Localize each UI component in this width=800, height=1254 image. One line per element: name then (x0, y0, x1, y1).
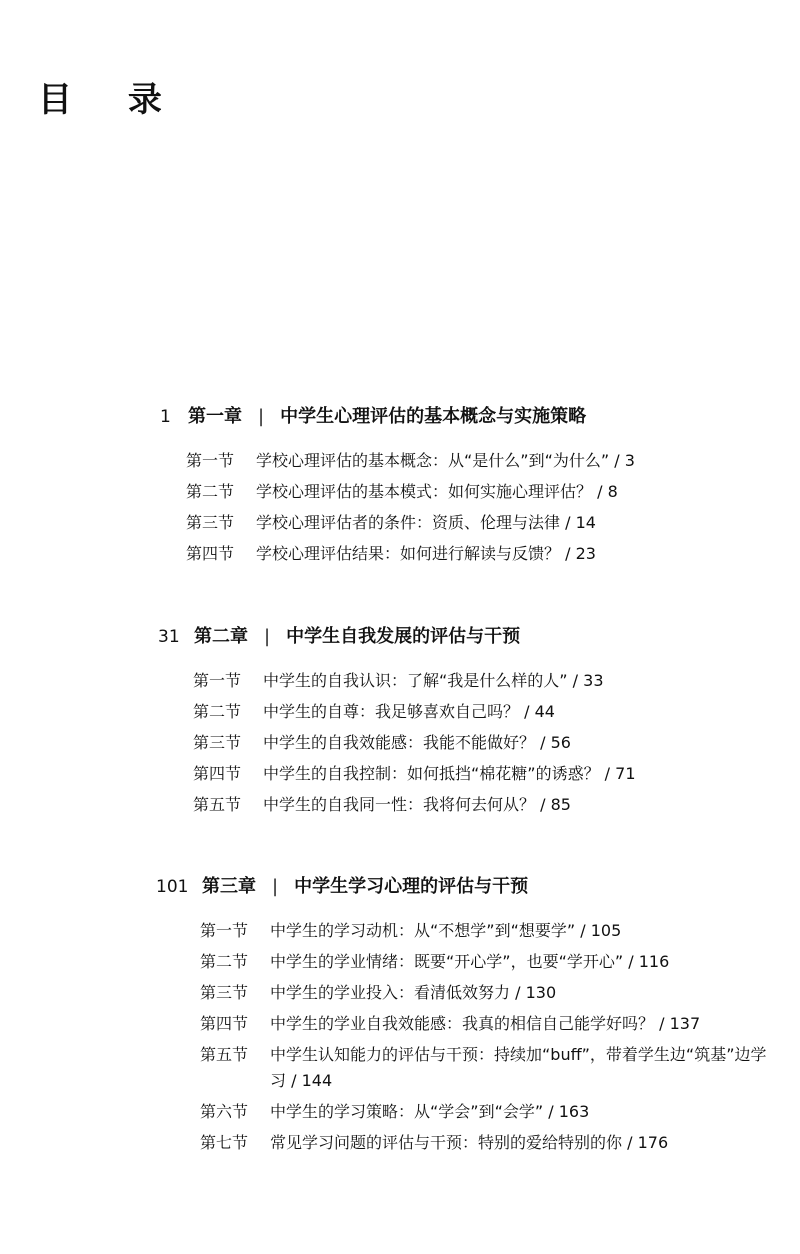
chapter-heading[interactable] (156, 872, 796, 898)
section-label: 第三节 (200, 983, 249, 1002)
toc-entry[interactable] (186, 510, 800, 536)
section-page: / 33 (567, 671, 604, 690)
chapter-title: 中学生心理评估的基本概念与实施策略 (280, 406, 587, 427)
toc-entry[interactable] (186, 448, 800, 474)
chapter-page-number: 31 (158, 627, 180, 647)
section-title: 学校心理评估的基本概念：从“是什么”到“为什么” (256, 451, 610, 470)
section-title: 中学生的自尊：我足够喜欢自己吗？ (263, 702, 520, 721)
section-label: 第三节 (193, 733, 242, 752)
chapter-separator: | (258, 406, 265, 427)
toc-entry[interactable] (200, 1011, 770, 1037)
section-page: / 116 (623, 952, 670, 971)
chapter-title: 中学生学习心理的评估与干预 (294, 876, 529, 897)
page-title: 目 录 (38, 80, 184, 120)
chapter-3 (156, 872, 796, 1161)
toc-entry[interactable] (186, 479, 800, 505)
section-title: 中学生的学业投入：看清低效努力 (270, 983, 511, 1002)
section-label: 第四节 (193, 764, 242, 783)
section-page: / 56 (535, 733, 571, 752)
chapter-label: 第二章 (194, 626, 248, 647)
toc-entry[interactable] (193, 668, 798, 694)
chapter-page-number: 1 (160, 407, 171, 427)
section-label: 第五节 (193, 795, 242, 814)
section-page: / 85 (535, 795, 571, 814)
section-label: 第二节 (200, 952, 249, 971)
toc-entry[interactable] (193, 761, 798, 787)
section-label: 第二节 (186, 482, 235, 501)
section-title: 中学生的自我控制：如何抵挡“棉花糖”的诱惑？ (263, 764, 600, 783)
section-label: 第二节 (193, 702, 242, 721)
section-page: / 14 (560, 513, 596, 532)
section-title: 学校心理评估的基本模式：如何实施心理评估？ (256, 482, 593, 501)
section-page: / 144 (286, 1071, 333, 1090)
chapter-label: 第三章 (202, 876, 256, 897)
section-title: 中学生的自我同一性：我将何去何从？ (263, 795, 536, 814)
section-list (156, 918, 770, 1156)
toc-entry[interactable] (186, 541, 800, 567)
section-label: 第七节 (200, 1133, 249, 1152)
toc-entry[interactable] (200, 1099, 770, 1125)
toc-entry[interactable] (200, 918, 770, 944)
toc-entry[interactable] (193, 730, 798, 756)
section-label: 第五节 (200, 1045, 249, 1064)
chapter-heading[interactable] (160, 402, 800, 428)
chapter-2 (158, 622, 798, 823)
section-list (160, 448, 800, 567)
section-label: 第一节 (186, 451, 235, 470)
toc-entry[interactable] (193, 699, 798, 725)
section-title: 学校心理评估结果：如何进行解读与反馈？ (256, 544, 561, 563)
toc-entry[interactable] (200, 980, 770, 1006)
section-title: 中学生的自我认识：了解“我是什么样的人” (263, 671, 568, 690)
section-title: 中学生的自我效能感：我能不能做好？ (263, 733, 536, 752)
chapter-1 (160, 402, 800, 572)
section-label: 第三节 (186, 513, 235, 532)
chapter-title: 中学生自我发展的评估与干预 (286, 626, 521, 647)
chapter-separator: | (264, 626, 271, 647)
section-page: / 71 (599, 764, 636, 783)
section-page: / 137 (654, 1014, 701, 1033)
chapter-heading[interactable] (158, 622, 798, 648)
section-title: 中学生的学业情绪：既要“开心学”，也要“学开心” (270, 952, 624, 971)
section-title: 中学生的学习策略：从“学会”到“会学” (270, 1102, 544, 1121)
section-label: 第一节 (200, 921, 249, 940)
section-label: 第四节 (186, 544, 235, 563)
section-page: / 163 (543, 1102, 590, 1121)
section-title: 中学生的学业自我效能感：我真的相信自己能学好吗？ (270, 1014, 655, 1033)
chapter-label: 第一章 (188, 406, 242, 427)
section-page: / 3 (609, 451, 635, 470)
section-page: / 176 (622, 1133, 669, 1152)
toc-entry[interactable] (200, 1130, 770, 1156)
toc-entry[interactable] (200, 1042, 770, 1094)
section-page: / 130 (510, 983, 557, 1002)
section-page: / 44 (519, 702, 555, 721)
section-label: 第一节 (193, 671, 242, 690)
chapter-separator: | (272, 876, 279, 897)
section-title: 中学生认知能力的评估与干预：持续加“buff”，带着学生边“筑基”边学习 (270, 1045, 767, 1090)
section-list (158, 668, 798, 818)
section-page: / 23 (560, 544, 596, 563)
section-title: 中学生的学习动机：从“不想学”到“想要学” (270, 921, 576, 940)
section-title: 常见学习问题的评估与干预：特别的爱给特别的你 (270, 1133, 623, 1152)
chapter-page-number: 101 (156, 877, 189, 897)
section-label: 第四节 (200, 1014, 249, 1033)
section-page: / 105 (575, 921, 622, 940)
toc-entry[interactable] (193, 792, 798, 818)
section-title: 学校心理评估者的条件：资质、伦理与法律 (256, 513, 561, 532)
section-label: 第六节 (200, 1102, 249, 1121)
section-page: / 8 (592, 482, 618, 501)
toc-entry[interactable] (200, 949, 770, 975)
